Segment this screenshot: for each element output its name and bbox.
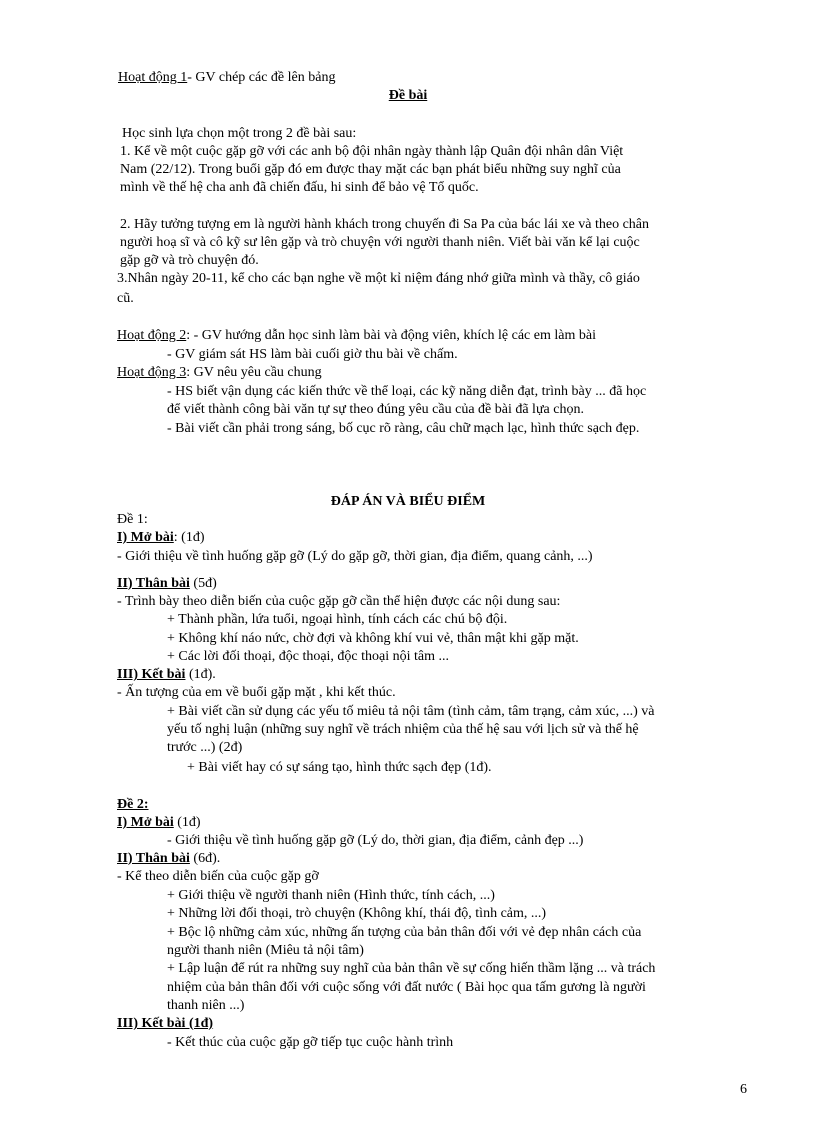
- activity-2-line: [117, 328, 596, 344]
- de-1-ket-bai-last: + Bài viết hay có sự sáng tạo, hình thức sạch đẹp (1đ).: [187, 760, 492, 775]
- topic-3-line-1: 3.Nhân ngày 20-11, kể cho các bạn nghe về một kỉ niệm đáng nhớ giữa mình và thầy, cô giáo: [117, 271, 640, 286]
- activity-2-line-2: - GV giám sát HS làm bài cuối giờ thu bài về chấm.: [167, 347, 458, 362]
- page-number: 6: [740, 1082, 747, 1097]
- de-2-than-bai-item-6: nhiệm của bản thân đối với cuộc sống với đất nước ( Bài học qua tấm gương là người: [167, 980, 646, 995]
- de-bai-title: Đề bài: [388, 88, 428, 103]
- topic-2-line-1: 2. Hãy tưởng tượng em là người hành khách trong chuyến đi Sa Pa của bác lái xe và theo chân: [120, 217, 649, 232]
- de-1-than-bai-item-1: + Thành phần, lứa tuổi, ngoại hình, tính cách các chú bộ đội.: [167, 612, 508, 627]
- topic-2-line-3: gặp gỡ và trò chuyện đó.: [120, 253, 259, 268]
- de-1-mo-bai-label: I) Mở bài: [117, 530, 174, 545]
- topic-1-line-2: Nam (22/12). Trong buổi gặp đó em được thay mặt các bạn phát biểu những suy nghĩ của: [120, 162, 621, 177]
- de-2-than-bai-item-3: + Bộc lộ những cảm xúc, những ấn tượng của bản thân đối với vẻ đẹp nhân cách của: [167, 925, 642, 940]
- de-2-than-bai-item-1: + Giới thiệu về người thanh niên (Hình thức, tính cách, ...): [167, 888, 495, 903]
- de-2-than-bai-item-4: người thanh niên (Miêu tả nội tâm): [167, 943, 364, 958]
- de-2-than-bai-label: II) Thân bài: [117, 851, 190, 866]
- topic-2-line-2: người hoạ sĩ và cô kỹ sư lên gặp và trò chuyện với người thanh niên. Viết bài văn kể lại cuộc: [120, 235, 640, 250]
- de-2-ket-bai-label: III) Kết bài (1đ): [117, 1016, 214, 1031]
- activity-3-item-1: - HS biết vận dụng các kiến thức về thể loại, các kỹ năng diễn đạt, trình bày ... đã học: [167, 384, 647, 399]
- de-1-mo-bai-score: : (1đ): [173, 530, 205, 545]
- topic-1-line-3: mình về thế hệ cha anh đã chiến đấu, hi sinh để bảo vệ Tổ quốc.: [120, 180, 479, 195]
- activity-2-label: Hoạt động 2: [117, 328, 187, 343]
- de-2-than-bai-score: (6đ).: [189, 851, 221, 866]
- de-1-ket-bai-label: III) Kết bài: [117, 667, 186, 682]
- activity-3-item-3: - Bài viết cần phải trong sáng, bố cục rõ ràng, câu chữ mạch lạc, hình thức sạch đẹp.: [167, 421, 640, 436]
- de-1-heading: Đề 1:: [117, 512, 148, 527]
- de-2-ket-bai-line: - Kết thúc của cuộc gặp gỡ tiếp tục cuộc hành trình: [167, 1035, 454, 1050]
- topic-3-line-2: cũ.: [117, 291, 134, 306]
- activity-1-text: - GV chép các đề lên bảng: [187, 70, 336, 85]
- activity-2-text: : - GV hướng dẫn học sinh làm bài và động viên, khích lệ các em làm bài: [186, 328, 596, 343]
- de-1-ket-bai-line: - Ấn tượng của em về buổi gặp mặt , khi kết thúc.: [117, 685, 396, 700]
- de-2-than-bai-line: - Kể theo diễn biến của cuộc gặp gỡ: [117, 869, 319, 884]
- de-1-than-bai-label: II) Thân bài: [117, 576, 190, 591]
- de-1-than-bai-item-3: + Các lời đối thoại, độc thoại, độc thoại nội tâm ...: [167, 649, 450, 664]
- de-1-mo-bai-line: - Giới thiệu về tình huống gặp gỡ (Lý do gặp gỡ, thời gian, địa điểm, quang cảnh, ...): [117, 549, 593, 564]
- de-1-than-bai-line: - Trình bày theo diễn biến của cuộc gặp gỡ cần thể hiện được các nội dung sau:: [117, 594, 561, 609]
- de-2-than-bai: [117, 851, 220, 867]
- de-2-than-bai-item-2: + Những lời đối thoại, trò chuyện (Không khí, thái độ, tình cảm, ...): [167, 906, 547, 921]
- de-2-mo-bai-score: (1đ): [173, 815, 201, 830]
- activity-3-label: Hoạt động 3: [117, 365, 187, 380]
- de-1-than-bai: [117, 576, 217, 592]
- de-1-ket-bai-score: (1đ).: [185, 667, 216, 682]
- de-1-than-bai-score: (5đ): [189, 576, 217, 591]
- de-2-than-bai-item-7: thanh niên ...): [167, 998, 245, 1013]
- de-1-ket-bai: [117, 667, 216, 683]
- de-1-than-bai-item-2: + Không khí náo nức, chờ đợi và không khí vui vẻ, thân mật khi gặp mặt.: [167, 631, 579, 646]
- de-2-mo-bai-label: I) Mở bài: [117, 815, 174, 830]
- de-2-mo-bai: [117, 815, 201, 831]
- de-2-heading: Đề 2:: [117, 797, 149, 812]
- de-1-mo-bai: [117, 530, 204, 546]
- activity-1-line: [118, 70, 335, 86]
- de-1-ket-bai-item-3: trước ...) (2đ): [167, 740, 243, 755]
- intro-line: Học sinh lựa chọn một trong 2 đề bài sau:: [122, 126, 357, 141]
- answer-title: ĐÁP ÁN VÀ BIỂU ĐIỂM: [330, 494, 486, 509]
- de-1-ket-bai-item-2: yếu tố nghị luận (những suy nghĩ về trách nhiệm của thế hệ sau với lịch sử và thế hệ: [167, 722, 639, 737]
- activity-3-line: [117, 365, 322, 381]
- activity-3-item-2: để viết thành công bài văn tự sự theo đúng yêu cầu của đề bài đã lựa chọn.: [167, 402, 584, 417]
- topic-1-line-1: 1. Kể về một cuộc gặp gỡ với các anh bộ đội nhân ngày thành lập Quân đội nhân dân Việt: [120, 144, 624, 159]
- de-2-than-bai-item-5: + Lập luận để rút ra những suy nghĩ của bản thân về sự cống hiến thầm lặng ... và trách: [167, 961, 656, 976]
- activity-1-label: Hoạt động 1: [118, 70, 188, 85]
- de-2-mo-bai-line: - Giới thiệu về tình huống gặp gỡ (Lý do, thời gian, địa điểm, cảnh đẹp ...): [167, 833, 584, 848]
- de-1-ket-bai-item-1: + Bài viết cần sử dụng các yếu tố miêu tả nội tâm (tình cảm, tâm trạng, cảm xúc, ...) và: [167, 704, 655, 719]
- activity-3-text: : GV nêu yêu cầu chung: [186, 365, 322, 380]
